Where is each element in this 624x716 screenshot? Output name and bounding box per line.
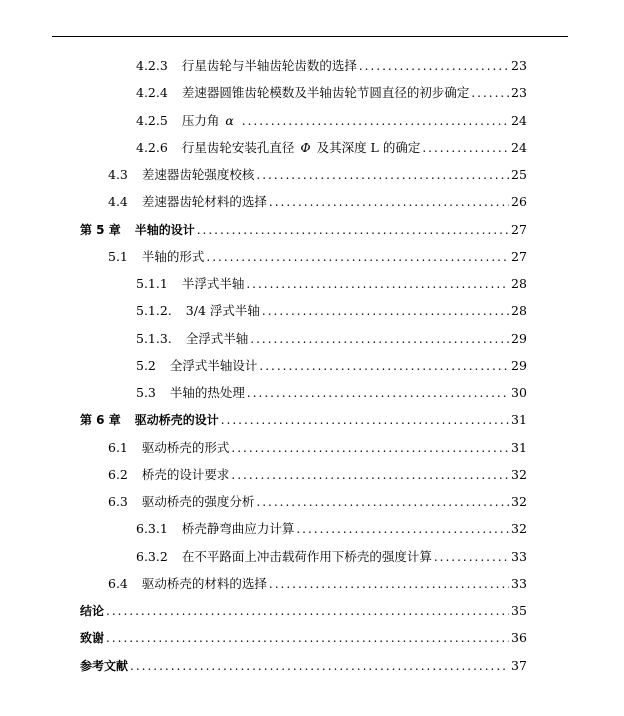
- toc-entry[interactable]: [136, 546, 525, 568]
- toc-entry-number: 4.2.4: [136, 85, 168, 101]
- toc-entry[interactable]: [80, 409, 525, 431]
- toc-entry-number: 4.2.6: [136, 139, 168, 155]
- toc-entry-number: 5.3: [136, 385, 156, 400]
- toc-entry-number: 5.1: [108, 248, 128, 264]
- dot-leader: [250, 328, 509, 350]
- toc-entry[interactable]: [80, 219, 525, 241]
- dot-leader: [471, 82, 509, 104]
- toc-entry[interactable]: [108, 464, 525, 486]
- dot-leader: [130, 655, 509, 677]
- toc-entry-title: 半轴的设计: [134, 222, 195, 237]
- toc-entry[interactable]: [136, 110, 525, 132]
- dot-leader: [106, 627, 509, 649]
- toc-entry[interactable]: [108, 246, 525, 268]
- toc-entry-title: 半浮式半轴: [181, 276, 245, 291]
- dot-leader: [106, 600, 509, 622]
- dot-leader: [296, 518, 509, 540]
- toc-entry-page-number: 35: [511, 603, 527, 618]
- toc-entry[interactable]: [108, 437, 525, 459]
- toc-entry-number: 4.4: [108, 194, 128, 210]
- dot-leader: [247, 382, 509, 404]
- toc-entry-title: 差速器齿轮强度校核: [141, 167, 255, 182]
- dot-leader: [434, 546, 509, 568]
- toc-entry-number: 5.1.1: [136, 276, 168, 291]
- toc-entry-page-number: 31: [511, 412, 527, 428]
- toc-entry-title: 行星齿轮安装孔直径: [181, 139, 295, 155]
- dot-leader: [269, 573, 509, 595]
- toc-entry-title: 桥壳的设计要求: [141, 466, 230, 482]
- toc-entry-title: 参考文献: [80, 658, 129, 673]
- dot-leader: [269, 191, 509, 213]
- toc-entry-title: 驱动桥壳的设计: [134, 413, 219, 428]
- toc-entry[interactable]: [136, 518, 525, 540]
- toc-entry-page-number: 27: [511, 221, 527, 237]
- toc-entry[interactable]: [108, 573, 525, 595]
- toc-entry-symbol: Φ: [300, 139, 311, 155]
- toc-entry-title: 行星齿轮与半轴齿轮齿数的选择: [181, 58, 357, 73]
- toc-entry-page-number: 33: [511, 575, 527, 591]
- toc-entry-page-number: 29: [511, 330, 527, 346]
- toc-entry-title: 3/4 浮式半轴: [185, 303, 260, 319]
- toc-entry-number: 6.3.2: [136, 548, 168, 564]
- toc-entry-page-number: 36: [511, 630, 527, 646]
- dot-leader: [422, 137, 509, 159]
- toc-entry[interactable]: [80, 627, 525, 649]
- toc-entry-number: 4.2.3: [136, 58, 168, 73]
- dot-leader: [231, 437, 509, 459]
- toc-entry-number: 第 6 章: [80, 413, 121, 428]
- toc-entry-title: 差速器齿轮材料的选择: [141, 194, 267, 210]
- toc-entry-title: 全浮式半轴设计: [169, 357, 258, 373]
- toc-entry-page-number: 37: [511, 657, 527, 673]
- toc-entry[interactable]: [108, 491, 525, 513]
- toc-entry-number: 6.3: [108, 494, 128, 509]
- toc-entry-page-number: 25: [511, 167, 527, 182]
- toc-entry[interactable]: [136, 137, 525, 159]
- toc-entry-page-number: 30: [511, 385, 527, 400]
- dot-leader: [256, 491, 509, 513]
- toc-entry[interactable]: [136, 328, 525, 350]
- toc-entry-title: 桥壳静弯曲应力计算: [181, 521, 295, 537]
- toc-entry-page-number: 33: [511, 548, 527, 564]
- toc-entry-page-number: 32: [511, 494, 527, 509]
- toc-entry[interactable]: [136, 55, 525, 77]
- toc-entry-number: 5.2: [136, 357, 156, 373]
- dot-leader: [256, 164, 509, 186]
- toc-entry-title-tail: 及其深度 L 的确定: [316, 139, 421, 155]
- dot-leader: [231, 464, 509, 486]
- dot-leader: [206, 246, 509, 268]
- dot-leader: [242, 110, 509, 132]
- dot-leader: [197, 219, 509, 241]
- toc-entry[interactable]: [136, 382, 525, 404]
- dot-leader: [246, 273, 509, 295]
- toc-entry-number: 第 5 章: [80, 222, 121, 237]
- toc-entry-title: 全浮式半轴: [185, 330, 249, 346]
- toc-entry-title: 驱动桥壳的材料的选择: [141, 575, 267, 591]
- toc-entry-title: 压力角: [181, 112, 220, 128]
- toc-entry-number: 4.3: [108, 167, 128, 182]
- toc-entry-number: 5.1.3.: [136, 330, 172, 346]
- toc-entry[interactable]: [136, 355, 525, 377]
- toc-entry-page-number: 23: [511, 58, 527, 73]
- dot-leader: [259, 355, 509, 377]
- toc-entry[interactable]: [108, 164, 525, 186]
- dot-leader: [262, 300, 509, 322]
- toc-entry-number: 5.1.2.: [136, 303, 172, 319]
- toc-entry-page-number: 32: [511, 466, 527, 482]
- toc-entry[interactable]: [108, 191, 525, 213]
- toc-entry-number: 6.4: [108, 575, 128, 591]
- toc-entry-page-number: 29: [511, 357, 527, 373]
- toc-entry-title: 半轴的形式: [141, 248, 205, 264]
- toc-entry-number: 4.2.5: [136, 112, 168, 128]
- header-rule: [52, 36, 568, 37]
- toc-entry[interactable]: [136, 82, 525, 104]
- toc-entry-number: 6.2: [108, 466, 128, 482]
- toc-entry-page-number: 23: [511, 85, 527, 101]
- toc-entry-page-number: 28: [511, 276, 527, 291]
- dot-leader: [221, 409, 509, 431]
- toc-entry-title: 致谢: [80, 631, 105, 646]
- toc-entry[interactable]: [80, 600, 525, 622]
- toc-entry[interactable]: [80, 655, 525, 677]
- dot-leader: [359, 55, 509, 77]
- toc-entry-page-number: 24: [511, 112, 527, 128]
- toc-entry-number: 6.3.1: [136, 521, 168, 537]
- toc-entry-page-number: 24: [511, 139, 527, 155]
- toc-entry-symbol: α: [225, 112, 234, 128]
- toc-entry-title: 半轴的热处理: [169, 385, 245, 400]
- toc-entry-page-number: 26: [511, 194, 527, 210]
- toc-entry-page-number: 31: [511, 439, 527, 455]
- toc-entry-page-number: 32: [511, 521, 527, 537]
- toc-entry-page-number: 27: [511, 248, 527, 264]
- toc-entry-title: 驱动桥壳的强度分析: [141, 494, 255, 509]
- toc-entry-number: 6.1: [108, 439, 128, 455]
- toc-entry-title: 差速器圆锥齿轮模数及半轴齿轮节圆直径的初步确定: [181, 85, 470, 101]
- toc-entry[interactable]: [136, 273, 525, 295]
- toc-entry[interactable]: [136, 300, 525, 322]
- toc-entry-title: 结论: [80, 604, 105, 618]
- toc-entry-page-number: 28: [511, 303, 527, 319]
- toc-entry-title: 驱动桥壳的形式: [141, 439, 230, 455]
- toc-entry-title: 在不平路面上冲击载荷作用下桥壳的强度计算: [181, 548, 432, 564]
